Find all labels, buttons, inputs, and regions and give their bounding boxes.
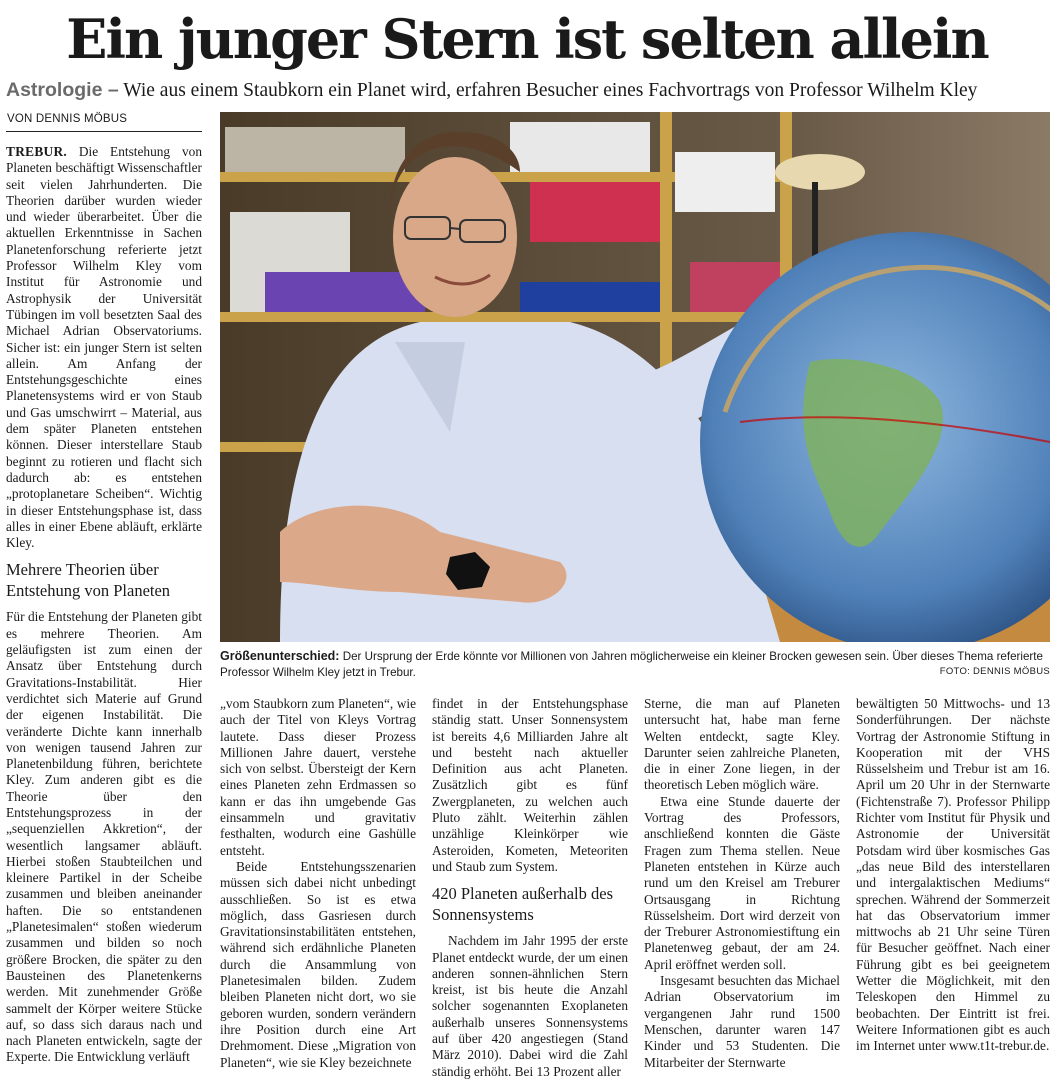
subhead-theories: Mehrere Theorien über Entstehung von Planeten (6, 560, 171, 601)
article-column-3 (432, 696, 628, 1080)
paragraph-lecture: Etwa eine Stunde dauerte der Vortrag des Professors, anschließend konnten die Gäste Fragen zum Thema stellen. Neue Planeten entstehen in Kürze auch rund um den Kreisel am Treburer Ortsausgang in Richtung Rüsselsheim. Dort wird derzeit von der Treburer Astronomiestiftung ein Planetenweg gebaut, der am 24. April eröffnet werden soll. (644, 793, 840, 972)
byline-rule (6, 131, 202, 132)
photo-credit: FOTO: DENNIS MÖBUS (939, 666, 1050, 677)
photo-professor-with-globe (220, 112, 1050, 642)
photo-illustration (220, 112, 1050, 642)
paragraph-visitors: bewältigten 50 Mittwochs- und 13 Sonderführungen. Der nächste Vortrag der Astronomie Stiftung in Kooperation mit der VHS Rüsselsheim und Trebur ist am 16. April um 20 Uhr in der Sternwarte (Fichtenstraße 7). Professor Philipp Richter vom Institut für Physik und Astronomie der Universität Potsdam wird über kosmisches Gas „das neue Bild des interstellaren und intergalaktischen Mediums“ sprechen. Während der Sommerzeit hat das Observatorium immer mittwochs ab 21 Uhr seine Türen für Besucher geöffnet. Nach einer Führung gibt es bei geeignetem Wetter die Möglichkeit, mit den Teleskopen den Himmel zu beobachten. Der Eintritt ist frei. Weitere Informationen gibt es auch im Internet unter www.t1t-trebur.de. (856, 696, 1050, 1054)
paragraph-theories: „vom Staubkorn zum Planeten“, wie auch der Titel von Kleys Vortrag lautete. Dass dieser Prozess Millionen Jahre dauert, verstehe sich von selbst. Übersteigt der Kern eines Planeten zehn Erdmassen so kann er das ihn umgebende Gas einsammeln und gravitativ festhalten, wodurch eine Gashülle entsteht. (220, 696, 416, 858)
paragraph-scenarios: findet in der Entstehungsphase ständig statt. Unser Sonnensystem ist bereits 4,6 Milliarden Jahre alt und besteht nach aktueller Definition aus acht Planeten. Zusätzlich gibt es fünf Zwergplaneten, zu welchen auch Pluto zählt. Weiterhin zählen unzählige Kleinkörper wie Asteroiden, Kometen, Meteoriten und Staub zum System. (432, 696, 628, 874)
caption-lead: Größenunterschied: (220, 649, 340, 663)
subheadline (6, 78, 1051, 103)
article-column-5 (856, 696, 1050, 1080)
paragraph-exoplanets: Nachdem im Jahr 1995 der erste Planet entdeckt wurde, der um einen anderen sonnen-ähnlichen Stern kreist, ist bis heute die Anzahl solcher sogenannten Exoplaneten außerhalb unseres Sonnensystems auf über 420 angestiegen (Stand März 2010). Dabei wird die Zahl ständig erhöht. Bei 13 Prozent aller (432, 933, 628, 1079)
caption-text: Der Ursprung der Erde könnte vor Millionen von Jahren möglicherweise ein kleiner Brocken gewesen sein. Über dieses Thema referierte Professor Wilhelm Kley jetzt in Trebur. (220, 650, 1043, 679)
article-column-1 (6, 144, 202, 1080)
article-column-4 (644, 696, 840, 1080)
kicker: Astrologie – (6, 79, 119, 101)
paragraph-exoplanets: Sterne, die man auf Planeten untersucht hat, habe man ferne Welten entdeckt, sagte Kley. Darunter seien zahlreiche Planeten, die in einer Zone liegen, in der theoretisch Leben möglich wäre. (644, 696, 840, 793)
photo-caption (220, 648, 1050, 681)
lead-text: Die Entstehung von Planeten beschäftigt Wissenschaftler seit vielen Jahrhunderten. Die Theorien darüber wurden wieder und wieder überarbeitet. Über die aktuellen Erkenntnisse in Sachen Planetenforschung referierte jetzt Professor Wilhelm Kley vom Institut für Astronomie und Astrophysik der Universität Tübingen im voll besetzten Saal des Michael Adrian Observatoriums. Sicher ist: ein junger Stern ist selten allein. Am Anfang der Entstehungsgeschichte eines Planetensystems wird er von Staub und Gas umschwirrt – Material, aus dem später Planeten entstehen können. Dieser interstellare Staub beginnt zu rotieren und flacht sich dadurch ab: es entstehen „protoplanetare Scheiben“. Wichtig in dieser Entstehungsphase ist, dass alles in einer Ebene abläuft, erklärte Kley. (6, 144, 202, 551)
headline: Ein junger Stern ist selten allein (66, 7, 988, 71)
paragraph-theories-start: Für die Entstehung der Planeten gibt es mehrere Theorien. Am geläufigsten ist zum einen der Ansatz über Entstehung durch Gravitations-Instabilität. Hier verdichtet sich Materie auf Grund der eigenen Instabilität. Die veränderte Dichte kann innerhalb von wenigen tausend Jahren zur Planetenbildung führen, berichtete Kley. Zum anderen gibt es die Theorie über den Entstehungsprozess in der „sequenziellen Akkretion“, der wesentlich langsamer abläuft. Hierbei stoßen Staubteilchen und kleinere Partikel in der Scheibe zusammen und bleiben aneinander haften. Die so entstandenen „Planetesimalen“ stoßen wiederum zusammen und bilden so noch größere Brocken, die später zu den Bausteinen des Planetenkerns werden. Mit zunehmender Größe sammelt der Körper weitere Stücke auf, so dass sich daraus nach und nach Planeten entwickeln, sagte der Experte. Die Entwicklung verläuft (6, 609, 202, 1065)
article-column-2 (220, 696, 416, 1080)
paragraph-scenarios: Beide Entstehungsszenarien müssen sich dabei nicht unbedingt ausschließen. So ist es etwa möglich, dass Gasriesen durch Gravitationsinstabilitäten entstehen, während sich erdähnliche Planeten durch die Ansammlung von Planetesimalen bilden. Zudem bleiben Planeten nicht dort, wo sie geboren wurden, sondern verändern ihre Position durch eine Art Drehmoment. Diese „Migration von Planeten“, wie sie Kley bezeichnete (220, 858, 416, 1070)
paragraph-visitors: Insgesamt besuchten das Michael Adrian Observatorium im vergangenen Jahr rund 1500 Menschen, darunter waren 147 Kinder und 53 Studenten. Die Mitarbeiter der Sternwarte (644, 973, 840, 1070)
byline: VON DENNIS MÖBUS (7, 113, 128, 125)
dateline: TREBUR. (6, 144, 68, 159)
subhead-exoplanets: 420 Planeten außerhalb des Sonnensystems (432, 884, 613, 925)
subheadline-text: Wie aus einem Staubkorn ein Planet wird, erfahren Besucher eines Fachvortrags von Professor Wilhelm Kley (123, 80, 978, 101)
article-lead (6, 144, 202, 551)
